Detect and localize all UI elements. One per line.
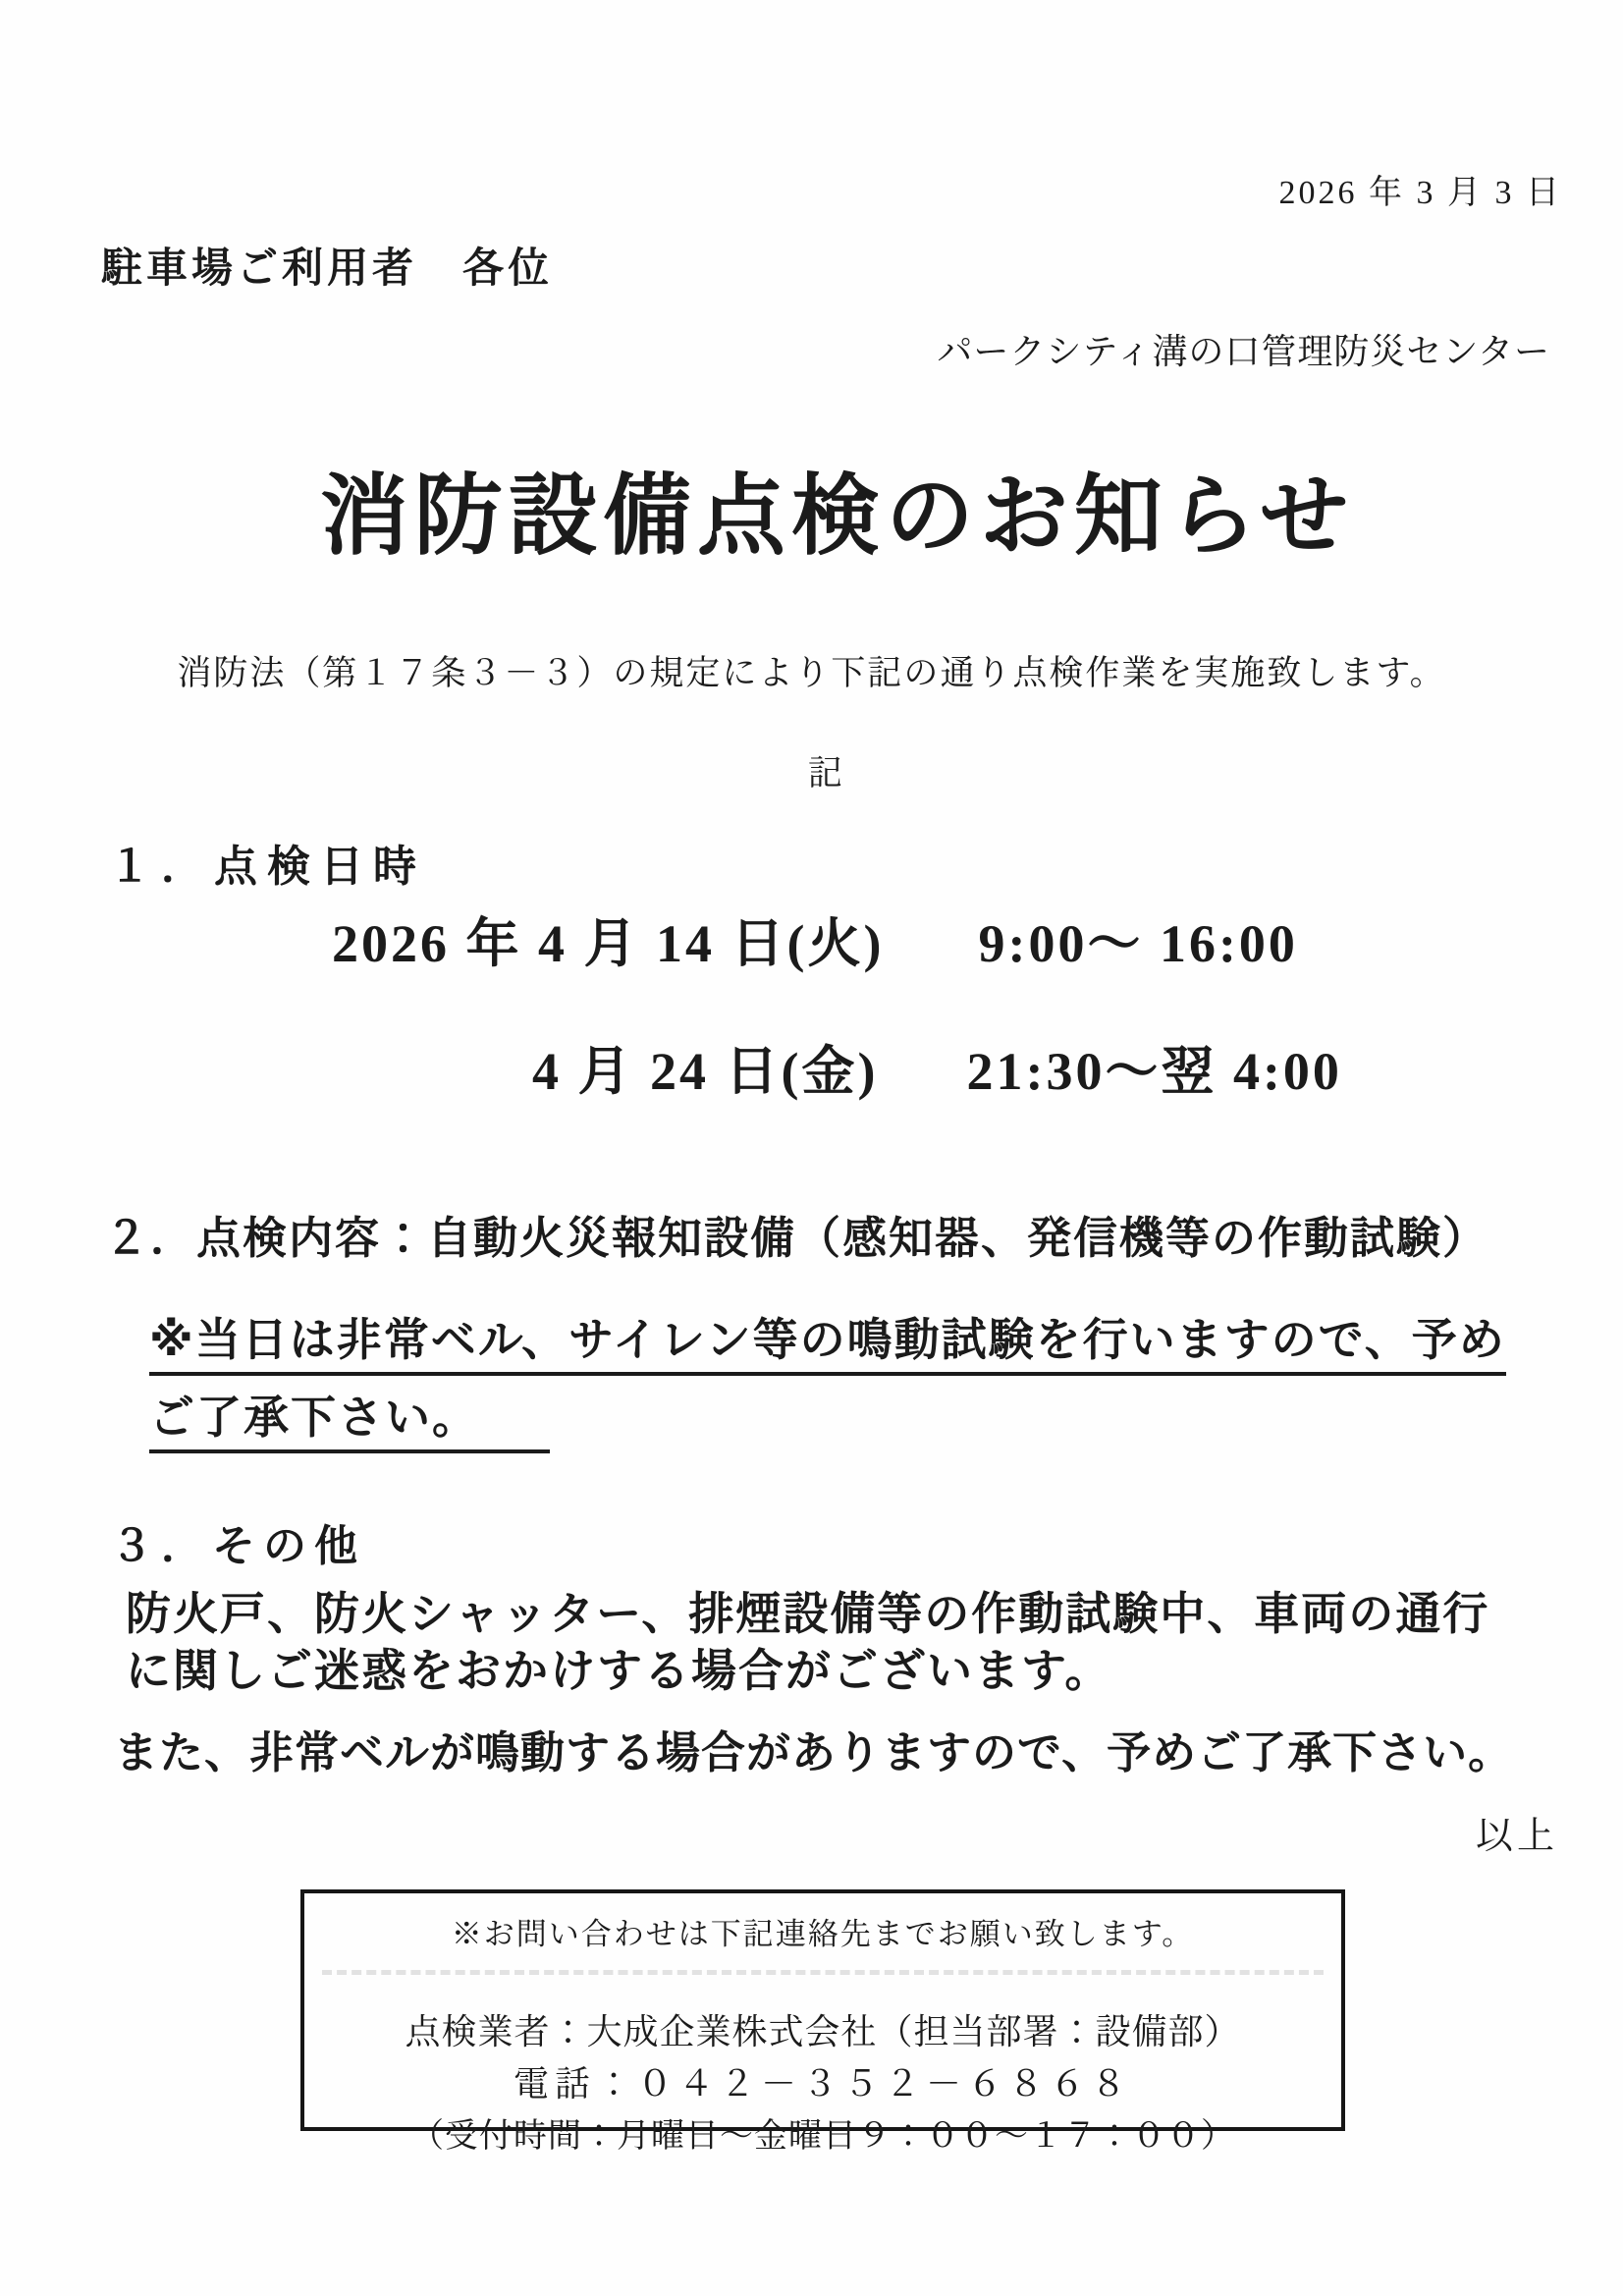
schedule-row-2 bbox=[532, 1029, 1342, 1105]
contact-hours: （受付時間：月曜日～金曜日９：００～１７：００） bbox=[410, 2118, 1235, 2155]
bell-test-warning-line1: ※当日は非常ベル、サイレン等の鳴動試験を行いますので、予め bbox=[149, 1304, 1506, 1376]
schedule-date-1: 2026 年 4 月 14 日(火) bbox=[332, 914, 885, 973]
schedule-row-1 bbox=[332, 902, 1298, 977]
section1-heading: １．点検日時 bbox=[108, 843, 426, 891]
bell-test-warning-line2: ご了承下さい。 bbox=[149, 1382, 550, 1453]
recipient-line: 駐車場ご利用者 各位 bbox=[101, 246, 554, 292]
contact-phone: 電話：０４２－３５２－６８６８ bbox=[513, 2064, 1132, 2104]
intro-text: 消防法（第１７条３－３）の規定により下記の通り点検作業を実施致します。 bbox=[177, 654, 1446, 692]
schedule-date-2: 4 月 24 日(金) bbox=[532, 1042, 879, 1101]
traffic-note-line2: に関しご迷惑をおかけする場合がございます。 bbox=[126, 1645, 1112, 1696]
schedule-time-2: 21:30～翌 4:00 bbox=[966, 1042, 1342, 1101]
section2-heading: ２．点検内容：自動火災報知設備（感知器、発信機等の作動試験） bbox=[104, 1214, 1489, 1263]
sender-organization: パークシティ溝の口管理防災センター bbox=[937, 332, 1550, 371]
scan-artifact-line bbox=[322, 1970, 1324, 1975]
contact-notice: ※お問い合わせは下記連絡先までお願い致します。 bbox=[451, 1917, 1195, 1951]
document-title: 消防設備点検のお知らせ bbox=[319, 468, 1355, 566]
bell-ring-note: また、非常ベルが鳴動する場合がありますので、予めご了承下さい。 bbox=[114, 1727, 1514, 1777]
closing-marker: 以上 bbox=[1475, 1816, 1558, 1857]
section3-heading: ３．その他 bbox=[110, 1522, 365, 1570]
bell-test-warning bbox=[149, 1304, 1506, 1459]
contact-box bbox=[300, 1889, 1345, 2155]
record-marker: 記 bbox=[807, 754, 842, 793]
traffic-note-line1: 防火戸、防火シャッター、排煙設備等の作動試験中、車両の通行 bbox=[126, 1588, 1490, 1639]
schedule-time-1: 9:00～ 16:00 bbox=[978, 914, 1298, 973]
traffic-note bbox=[126, 1585, 1489, 1699]
contact-vendor: 点検業者：大成企業株式会社（担当部署：設備部） bbox=[405, 2012, 1241, 2051]
issue-date: 2026 年 3 月 3 日 bbox=[1278, 175, 1562, 211]
